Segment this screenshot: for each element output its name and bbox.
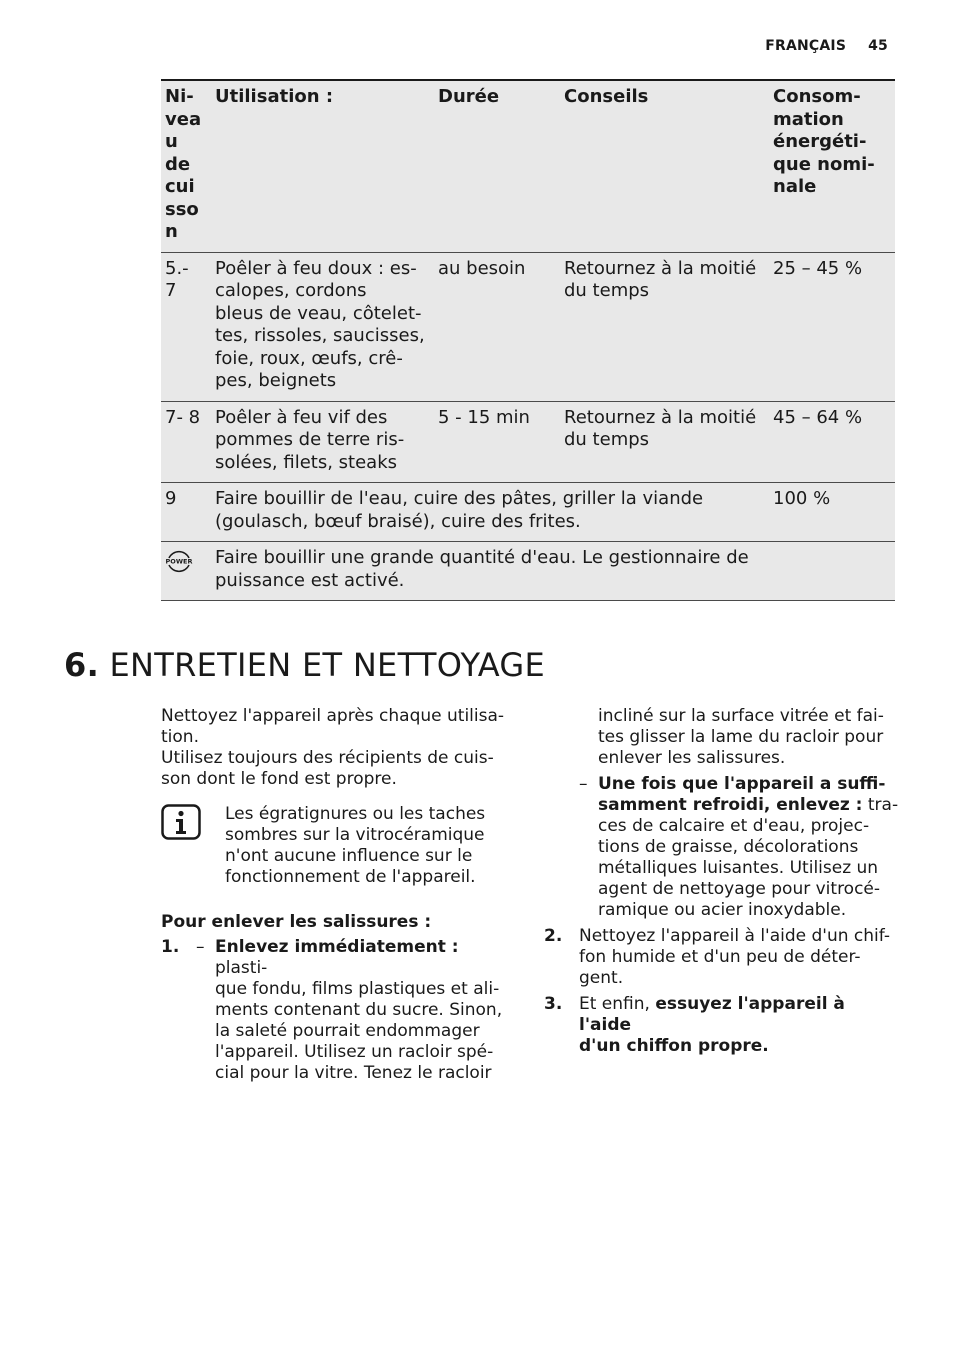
page-number: 45 xyxy=(868,38,888,54)
cell-level xyxy=(161,401,211,483)
cell-tips xyxy=(560,252,769,401)
section-number: 6. xyxy=(64,646,100,684)
step-1-number: 1. xyxy=(161,937,180,957)
cell-consumption-text: 100 % xyxy=(773,488,831,509)
right-column xyxy=(544,706,899,1057)
header-language: FRANÇAIS xyxy=(765,38,847,54)
header-tips-text: Conseils xyxy=(564,86,649,107)
step-1-bold: Enlevez immédiatement : xyxy=(215,937,459,957)
header-usage-text: Utilisation : xyxy=(215,86,334,107)
step-2-number: 2. xyxy=(544,926,563,946)
dash: – xyxy=(196,937,205,957)
cleaning-subheading: Pour enlever les salissures : xyxy=(161,912,432,932)
step-1 xyxy=(161,937,516,1084)
bullet-2-text: tra- ces de calcaire et d'eau, projec- tions de graisse, décolorations métalliques luisantes. Utilisez un agent de nettoyage pour vitrocé- ramique ou acier inoxydable. xyxy=(598,795,899,920)
cell-usage-text: Poêler à feu vif des pommes de terre ris- solées, filets, steaks xyxy=(215,406,405,473)
cell-duration-text: au besoin xyxy=(438,257,526,279)
intro-paragraph-1: Nettoyez l'appareil après chaque utilisa- tion. xyxy=(161,706,505,747)
table-header-row xyxy=(161,80,895,252)
cell-duration xyxy=(434,401,560,483)
power-icon-label: POWER xyxy=(165,557,193,566)
step-1-continuation xyxy=(579,706,899,769)
step-1-bullet xyxy=(196,937,516,1084)
cell-consumption xyxy=(769,252,895,401)
header-usage xyxy=(211,80,434,252)
cell-consumption xyxy=(769,401,895,483)
cell-tips-text: Retournez à la moitié du temps xyxy=(564,406,757,450)
cell-level xyxy=(161,252,211,401)
cell-level-text: 7- 8 xyxy=(165,406,201,428)
info-text: Les égratignures ou les taches sombres sur la vitrocéramique n'ont aucune influence sur le fonctionnement de l'appareil. xyxy=(225,804,486,887)
cell-consumption-text: 45 – 64 % xyxy=(773,406,863,428)
cell-usage-text: Faire bouillir de l'eau, cuire des pâtes, griller la viande (goulasch, bœuf braisé), cuire des frites. xyxy=(215,488,704,532)
section-title-text: ENTRETIEN ET NETTOYAGE xyxy=(109,646,546,684)
section-title xyxy=(64,646,545,684)
step-3-text: Et enfin, xyxy=(579,994,656,1014)
cell-level xyxy=(161,542,211,601)
intro-paragraph-2: Utilisez toujours des récipients de cuis- son dont le fond est propre. xyxy=(161,748,494,789)
header-duration-text: Durée xyxy=(438,86,500,107)
cell-consumption-text: 25 – 45 % xyxy=(773,257,863,279)
cell-level-text: 9 xyxy=(165,488,177,509)
table-row xyxy=(161,252,895,401)
cell-level-text: 5.- 7 xyxy=(165,257,189,301)
table-row xyxy=(161,542,895,601)
cell-usage xyxy=(211,401,434,483)
step-2-text: Nettoyez l'appareil à l'aide d'un chif- fon humide et d'un peu de déter- gent. xyxy=(579,926,890,988)
cell-level xyxy=(161,483,211,542)
cell-duration xyxy=(434,252,560,401)
cooking-levels-table xyxy=(161,79,895,601)
cell-tips xyxy=(560,401,769,483)
header-level xyxy=(161,80,211,252)
step-3 xyxy=(544,994,899,1057)
cell-tips-text: Retournez à la moitié du temps xyxy=(564,257,757,301)
cell-usage xyxy=(211,252,434,401)
header-consumption-text: Consom- mation énergéti- que nomi- nale xyxy=(773,86,875,197)
cell-usage xyxy=(211,483,769,542)
step-3-bold: essuyez l'appareil à l'aide d'un chiffon propre. xyxy=(579,994,845,1056)
step-3-number: 3. xyxy=(544,994,563,1014)
page-header xyxy=(765,38,888,54)
dash: – xyxy=(579,774,588,794)
info-note xyxy=(161,804,516,890)
cell-usage xyxy=(211,542,769,601)
cell-consumption xyxy=(769,542,895,601)
cell-duration-text: 5 - 15 min xyxy=(438,406,530,428)
cell-consumption xyxy=(769,483,895,542)
left-column xyxy=(161,706,516,1084)
cell-usage-text: Faire bouillir une grande quantité d'eau. Le gestionnaire de puissance est activé. xyxy=(215,547,749,591)
step-1-bullet-2 xyxy=(579,774,899,921)
bullet-2-bold: Une fois que l'appareil a suffi- samment refroidi, enlevez : xyxy=(598,774,886,815)
header-tips xyxy=(560,80,769,252)
header-consumption xyxy=(769,80,895,252)
step-2 xyxy=(544,926,899,989)
info-icon xyxy=(161,804,201,846)
continuation-text: incliné sur la surface vitrée et fai- tes glisser la lame du racloir pour enlever les salissures. xyxy=(598,706,884,768)
power-icon xyxy=(165,549,207,573)
table-row xyxy=(161,401,895,483)
table-row xyxy=(161,483,895,542)
cell-usage-text: Poêler à feu doux : es- calopes, cordons bleus de veau, côtelet- tes, rissoles, saucisses, foie, roux, œufs, crê- pes, beignets xyxy=(215,257,425,391)
header-level-text: Ni- vea u de cui sso n xyxy=(165,86,202,242)
header-duration xyxy=(434,80,560,252)
step-1-text: plasti- que fondu, films plastiques et ali- ments contenant du sucre. Sinon, la saleté pourrait endommager l'appareil. Utilisez un racloir spé- cial pour la vitre. Tenez le racloir xyxy=(215,958,503,1083)
